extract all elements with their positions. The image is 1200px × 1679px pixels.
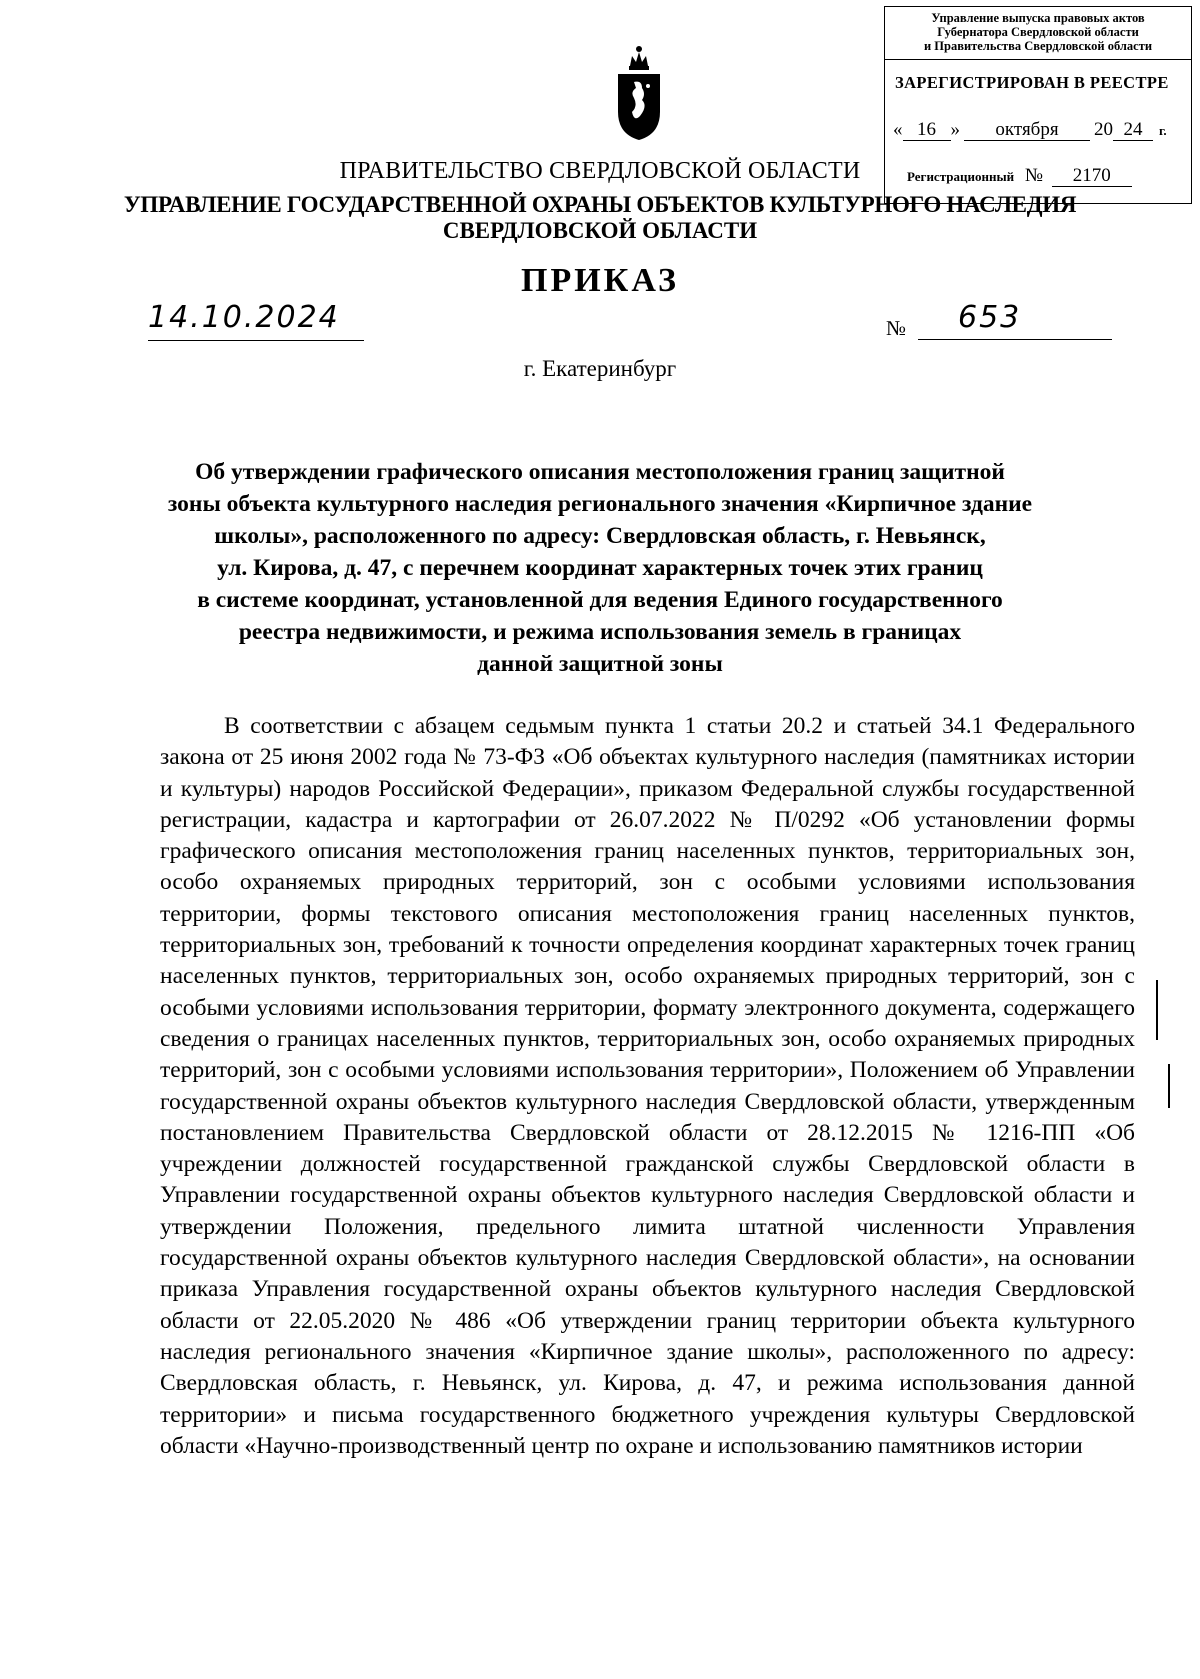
title-line: Об утверждении графического описания местоположения границ защитной <box>195 459 1005 485</box>
department-name-line1: УПРАВЛЕНИЕ ГОСУДАРСТВЕННОЙ ОХРАНЫ ОБЪЕКТОВ КУЛЬТУРНОГО НАСЛЕДИЯ <box>123 192 1077 217</box>
stamp-organization <box>885 11 1191 53</box>
stamp-divider <box>885 59 1191 60</box>
document-body <box>160 711 1135 1462</box>
stamp-reg-number: 2170 <box>1052 166 1132 187</box>
stamp-year-suffix: 24 <box>1113 120 1153 141</box>
body-paragraph: В соответствии с абзацем седьмым пункта 1 статьи 20.2 и статьей 34.1 Федерального закона от 25 июня 2002 года № 73-ФЗ «Об объектах культурного наследия (памятниках истории и культуры) народов Российской Федерации», приказом Федеральной службы государственной регистрации, кадастра и картографии от 26.07.2022 № П/0292 «Об установлении формы графического описания местоположения границ населенных пунктов, территориальных зон, особо охраняемых природных территорий, зон с особыми условиями использования территории, формы текстового описания местоположения границ населенных пунктов, территориальных зон, требований к точности определения координат характерных точек границ населенных пунктов, территориальных зон, особо охраняемых природных территорий, зон с особыми условиями использования территории, формату электронного документа, содержащего сведения о границах населенных пунктов, территориальных зон, особо охраняемых природных территорий, зон с особыми условиями использования территории», Положением об Управлении государственной охраны объектов культурного наследия Свердловской области, утвержденным постановлением Правительства Свердловской области от 28.12.2015 № 1216-ПП «Об учреждении должностей государственной гражданской службы Свердловской области в Управлении государственной охраны объектов культурного наследия Свердловской области и утверждении Положения, предельного лимита штатной численности Управления государственной охраны объектов культурного наследия Свердловской области», на основании приказа Управления государственной охраны объектов культурного наследия Свердловской области от 22.05.2020 № 486 «Об утверждении границ территории объекта культурного наследия регионального значения «Кирпичное здание школы», расположенного по адресу: Свердловская область, г. Невьянск, ул. Кирова, д. 47, и режима использования данной территории» и письма государственного бюджетного учреждения культуры Свердловской области «Научно-производственный центр по охране и использованию памятников истории <box>160 713 1135 1459</box>
title-line: школы», расположенного по адресу: Свердловская область, г. Невьянск, <box>214 523 986 549</box>
stamp-number-sign: № <box>1024 165 1043 186</box>
number-label: № <box>886 316 907 340</box>
stamp-year-abbr: г. <box>1159 123 1167 138</box>
stamp-registered-label: ЗАРЕГИСТРИРОВАН В РЕЕСТРЕ <box>895 73 1169 92</box>
handwritten-date: 14.10.2024 <box>148 300 364 341</box>
stamp-year-prefix: 20 <box>1094 119 1113 140</box>
document-title <box>160 456 1040 680</box>
stamp-month: октября <box>964 120 1090 141</box>
title-line: данной защитной зоны <box>477 651 723 677</box>
stamp-day: 16 <box>903 120 951 141</box>
title-line: ул. Кирова, д. 47, с перечнем координат характерных точек этих границ <box>217 555 983 581</box>
stamp-org-line: и Правительства Свердловской области <box>923 39 1153 53</box>
scan-mark <box>1156 980 1158 1040</box>
coat-of-arms-emblem <box>612 42 666 142</box>
department-name-line2: СВЕРДЛОВСКОЙ ОБЛАСТИ <box>442 218 758 243</box>
stamp-open-quote: « <box>893 119 903 140</box>
stamp-reg-number-label: Регистрационный <box>907 169 1015 184</box>
city: г. Екатеринбург <box>523 356 677 381</box>
government-name: ПРАВИТЕЛЬСТВО СВЕРДЛОВСКОЙ ОБЛАСТИ <box>339 158 861 184</box>
title-line: реестра недвижимости, и режима использования земель в границах <box>238 619 962 645</box>
title-line: в системе координат, установленной для ведения Единого государственного <box>197 587 1003 613</box>
handwritten-number: 653 <box>918 300 1112 340</box>
stamp-org-line: Губернатора Свердловской области <box>937 25 1139 39</box>
title-line: зоны объекта культурного наследия регионального значения «Кирпичное здание <box>167 491 1033 517</box>
stamp-date-line <box>893 119 1167 141</box>
document-type: ПРИКАЗ <box>521 262 679 299</box>
stamp-close-quote: » <box>950 119 960 140</box>
stamp-org-line: Управление выпуска правовых актов <box>931 11 1145 25</box>
scan-mark <box>1168 1064 1170 1108</box>
